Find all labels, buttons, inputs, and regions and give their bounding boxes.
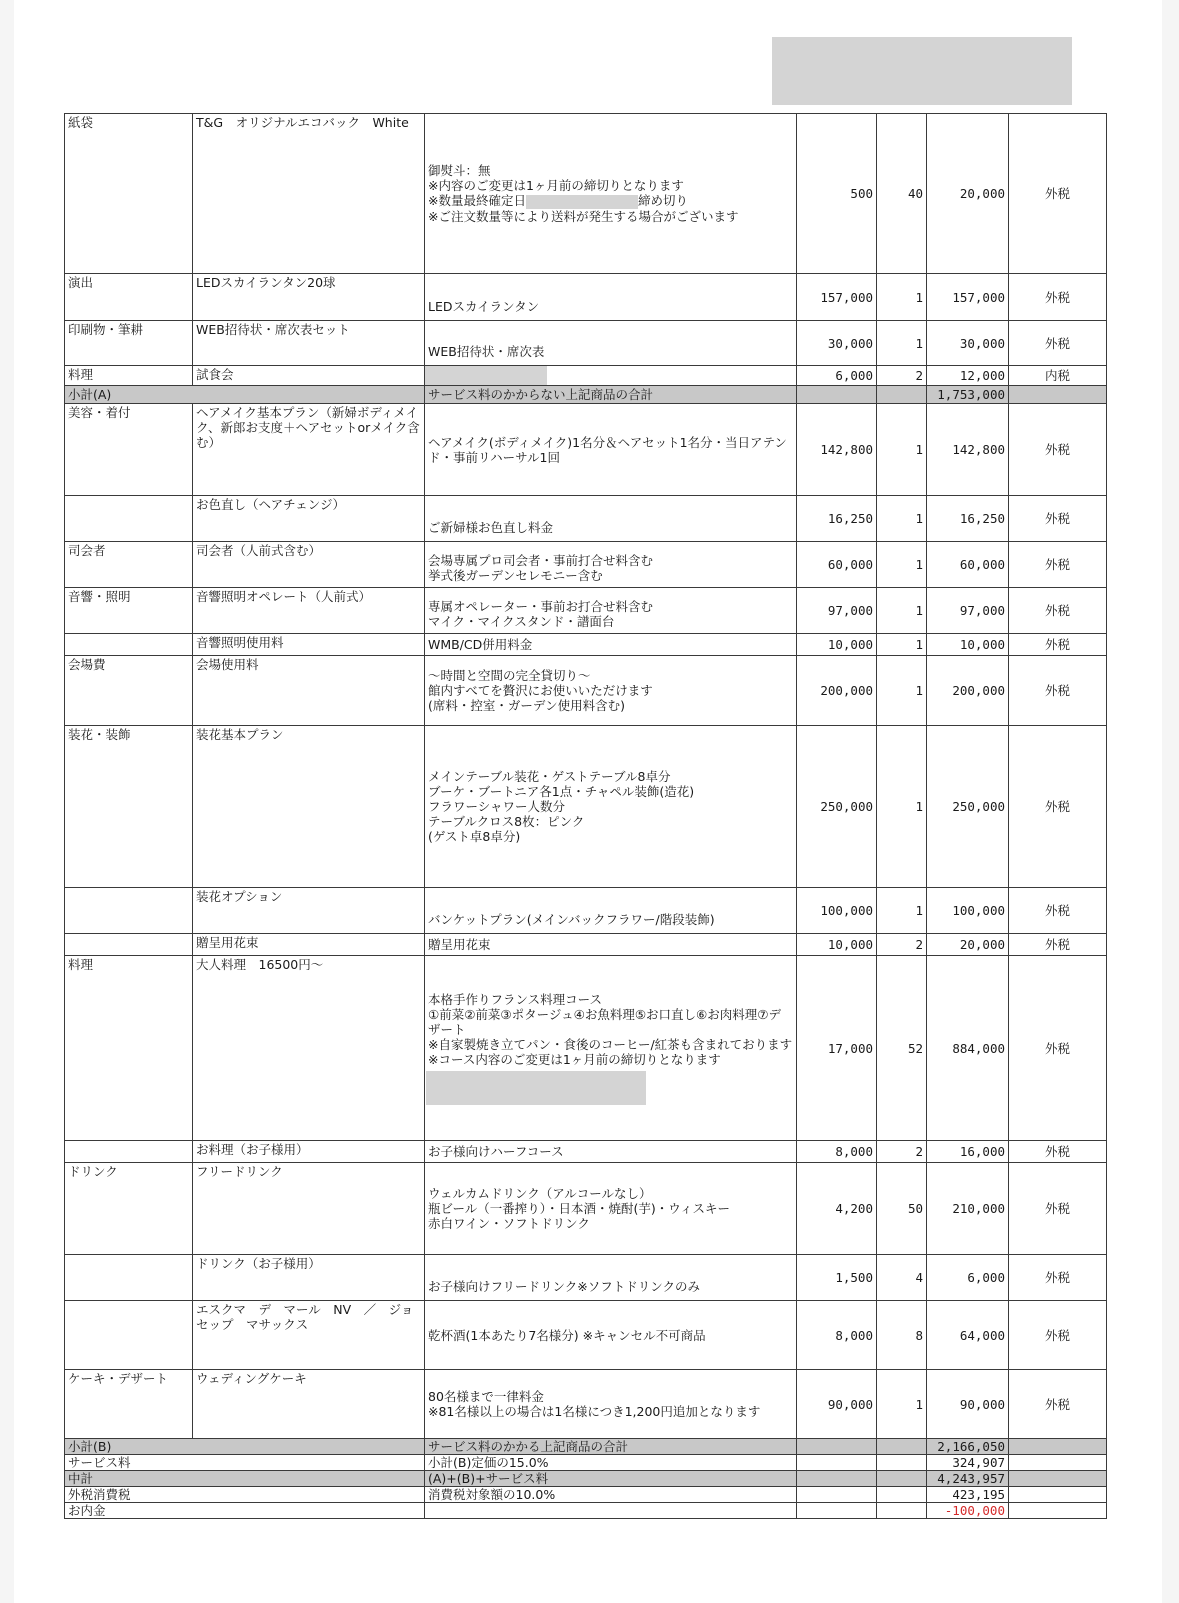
description-cell: ～時間と空間の完全貸切り～ 館内すべてを贅沢にお使いいただけます (席料・控室・ガーデン使用料含む) (425, 656, 797, 726)
amount-cell: 6,000 (927, 1255, 1009, 1301)
quantity-cell: 40 (877, 114, 927, 274)
description-cell: お子様向けハーフコース (425, 1141, 797, 1163)
category-cell: 演出 (65, 274, 193, 321)
tax-type-cell: 外税 (1009, 321, 1107, 366)
quantity-cell: 1 (877, 404, 927, 496)
table-row (65, 1370, 1107, 1439)
subtotal-description: サービス料のかからない上記商品の合計 (425, 386, 797, 404)
amount-cell: 10,000 (927, 634, 1009, 656)
description-cell: バンケットプラン(メインバックフラワー/階段装飾) (425, 888, 797, 934)
amount-cell: 20,000 (927, 114, 1009, 274)
quantity-cell: 1 (877, 588, 927, 634)
item-cell: ヘアメイク基本プラン（新婦ボディメイク、新郎お支度＋ヘアセットorメイク含む） (193, 404, 425, 496)
quantity-cell: 8 (877, 1301, 927, 1370)
unit-price-cell: 97,000 (797, 588, 877, 634)
item-cell: ドリンク（お子様用） (193, 1255, 425, 1301)
item-cell: 大人料理 16500円～ (193, 956, 425, 1141)
quantity-cell: 1 (877, 496, 927, 542)
tax-type-cell: 外税 (1009, 1301, 1107, 1370)
category-cell (65, 1141, 193, 1163)
category-cell: 印刷物・筆耕 (65, 321, 193, 366)
unit-price-cell: 90,000 (797, 1370, 877, 1439)
amount-cell: 60,000 (927, 542, 1009, 588)
summary-description: 小計(B)定価の15.0% (425, 1455, 797, 1471)
table-row (65, 496, 1107, 542)
amount-cell: 142,800 (927, 404, 1009, 496)
amount-cell: 97,000 (927, 588, 1009, 634)
quantity-cell: 2 (877, 1141, 927, 1163)
table-row (65, 542, 1107, 588)
deposit-amount: -100,000 (927, 1503, 1009, 1519)
summary-row (65, 1487, 1107, 1503)
category-cell: 装花・装飾 (65, 726, 193, 888)
tax-type-cell: 外税 (1009, 542, 1107, 588)
quantity-cell: 1 (877, 321, 927, 366)
category-cell: 美容・着付 (65, 404, 193, 496)
description-cell: WMB/CD併用料金 (425, 634, 797, 656)
quantity-cell: 1 (877, 634, 927, 656)
tax-type-cell: 外税 (1009, 656, 1107, 726)
unit-price-cell: 30,000 (797, 321, 877, 366)
description-cell: ヘアメイク(ボディメイク)1名分＆ヘアセット1名分・当日アテンド・事前リハーサル1回 (425, 404, 797, 496)
description-line: ※内容のご変更は1ヶ月前の締切りとなります (428, 178, 684, 194)
table-row (65, 726, 1107, 888)
empty-cell (877, 1503, 927, 1519)
tax-type-cell: 外税 (1009, 1370, 1107, 1439)
empty-cell (877, 386, 927, 404)
unit-price-cell: 250,000 (797, 726, 877, 888)
quantity-cell: 1 (877, 274, 927, 321)
description-cell: ウェルカムドリンク（アルコールなし） 瓶ビール（一番搾り）・日本酒・焼酎(芋)・ウィスキー 赤白ワイン・ソフトドリンク (425, 1163, 797, 1255)
summary-description: 消費税対象額の10.0% (425, 1487, 797, 1503)
unit-price-cell: 200,000 (797, 656, 877, 726)
description-cell (425, 366, 797, 386)
item-cell: お色直し（ヘアチェンジ） (193, 496, 425, 542)
empty-cell (877, 1455, 927, 1471)
amount-cell: 884,000 (927, 956, 1009, 1141)
empty-cell (1009, 1471, 1107, 1487)
unit-price-cell: 4,200 (797, 1163, 877, 1255)
unit-price-cell: 1,500 (797, 1255, 877, 1301)
summary-label: 中計 (65, 1471, 425, 1487)
description-cell (425, 114, 797, 274)
unit-price-cell: 500 (797, 114, 877, 274)
table-row (65, 934, 1107, 956)
quantity-cell: 1 (877, 726, 927, 888)
category-cell: ドリンク (65, 1163, 193, 1255)
summary-label: 小計(B) (65, 1439, 425, 1455)
item-cell: 装花基本プラン (193, 726, 425, 888)
item-cell: 司会者（人前式含む） (193, 542, 425, 588)
amount-cell: 157,000 (927, 274, 1009, 321)
description-cell: 専属オペレーター・事前お打合せ料含む マイク・マイクスタンド・譜面台 (425, 588, 797, 634)
table-row (65, 956, 1107, 1141)
unit-price-cell: 10,000 (797, 934, 877, 956)
estimate-table (64, 113, 1107, 1519)
summary-amount: 423,195 (927, 1487, 1009, 1503)
table-row (65, 404, 1107, 496)
table-row (65, 366, 1107, 386)
tax-type-cell: 外税 (1009, 1141, 1107, 1163)
quantity-cell: 1 (877, 542, 927, 588)
quantity-cell: 2 (877, 934, 927, 956)
description-cell: 80名様まで一律料金 ※81名様以上の場合は1名様につき1,200円追加となります (425, 1370, 797, 1439)
item-cell: 贈呈用花束 (193, 934, 425, 956)
subtotal-row (65, 386, 1107, 404)
description-cell: お子様向けフリードリンク※ソフトドリンクのみ (425, 1255, 797, 1301)
unit-price-cell: 100,000 (797, 888, 877, 934)
empty-cell (797, 1455, 877, 1471)
empty-cell (877, 1471, 927, 1487)
amount-cell: 210,000 (927, 1163, 1009, 1255)
amount-cell: 16,250 (927, 496, 1009, 542)
category-cell: 紙袋 (65, 114, 193, 274)
category-cell (65, 496, 193, 542)
summary-description (425, 1503, 797, 1519)
table-row (65, 634, 1107, 656)
description-cell: WEB招待状・席次表 (425, 321, 797, 366)
table-row (65, 321, 1107, 366)
quantity-cell: 1 (877, 656, 927, 726)
empty-cell (877, 1487, 927, 1503)
quantity-cell: 4 (877, 1255, 927, 1301)
subtotal-amount: 1,753,000 (927, 386, 1009, 404)
redacted-description (425, 366, 548, 386)
tax-type-cell: 外税 (1009, 588, 1107, 634)
tax-type-cell: 外税 (1009, 114, 1107, 274)
table-row (65, 114, 1107, 274)
description-cell: 会場専属プロ司会者・事前打合せ料含む 挙式後ガーデンセレモニー含む (425, 542, 797, 588)
tax-type-cell: 内税 (1009, 366, 1107, 386)
item-cell: 装花オプション (193, 888, 425, 934)
summary-row (65, 1503, 1107, 1519)
item-cell: T&G オリジナルエコバック White (193, 114, 425, 274)
unit-price-cell: 8,000 (797, 1301, 877, 1370)
summary-row (65, 1471, 1107, 1487)
amount-cell: 64,000 (927, 1301, 1009, 1370)
table-row (65, 656, 1107, 726)
unit-price-cell: 8,000 (797, 1141, 877, 1163)
empty-cell (797, 386, 877, 404)
description-cell (425, 956, 797, 1141)
amount-cell: 100,000 (927, 888, 1009, 934)
amount-cell: 250,000 (927, 726, 1009, 888)
description-cell: LEDスカイランタン (425, 274, 797, 321)
summary-amount: 324,907 (927, 1455, 1009, 1471)
tax-type-cell: 外税 (1009, 934, 1107, 956)
summary-label: お内金 (65, 1503, 425, 1519)
amount-cell: 200,000 (927, 656, 1009, 726)
empty-cell (797, 1487, 877, 1503)
unit-price-cell: 60,000 (797, 542, 877, 588)
table-row (65, 274, 1107, 321)
redacted-date (526, 195, 638, 209)
description-cell: 乾杯酒(1本あたり7名様分) ※キャンセル不可商品 (425, 1301, 797, 1370)
summary-description: (A)+(B)+サービス料 (425, 1471, 797, 1487)
quantity-cell: 1 (877, 888, 927, 934)
tax-type-cell: 外税 (1009, 496, 1107, 542)
summary-label: サービス料 (65, 1455, 425, 1471)
category-cell: ケーキ・デザート (65, 1370, 193, 1439)
tax-type-cell: 外税 (1009, 274, 1107, 321)
quantity-cell: 2 (877, 366, 927, 386)
description-line (428, 193, 793, 209)
table-row (65, 888, 1107, 934)
tax-type-cell: 外税 (1009, 726, 1107, 888)
summary-amount: 2,166,050 (927, 1439, 1009, 1455)
amount-cell: 16,000 (927, 1141, 1009, 1163)
summary-label: 外税消費税 (65, 1487, 425, 1503)
empty-cell (1009, 386, 1107, 404)
item-cell: エスクマ デ マール NV ／ ジョセップ マサックス (193, 1301, 425, 1370)
category-cell (65, 1301, 193, 1370)
category-cell: 料理 (65, 956, 193, 1141)
amount-cell: 12,000 (927, 366, 1009, 386)
tax-type-cell: 外税 (1009, 956, 1107, 1141)
empty-cell (1009, 1439, 1107, 1455)
empty-cell (797, 1471, 877, 1487)
category-cell (65, 1255, 193, 1301)
unit-price-cell: 16,250 (797, 496, 877, 542)
item-cell: ウェディングケーキ (193, 1370, 425, 1439)
subtotal-label: 小計(A) (65, 386, 425, 404)
redacted-note (426, 1071, 646, 1105)
tax-type-cell: 外税 (1009, 634, 1107, 656)
item-cell: 音響照明オペレート（人前式） (193, 588, 425, 634)
table-row (65, 1301, 1107, 1370)
category-cell: 料理 (65, 366, 193, 386)
category-cell (65, 888, 193, 934)
table-row (65, 1163, 1107, 1255)
unit-price-cell: 10,000 (797, 634, 877, 656)
tax-type-cell: 外税 (1009, 404, 1107, 496)
amount-cell: 30,000 (927, 321, 1009, 366)
quantity-cell: 1 (877, 1370, 927, 1439)
description-line-text: ※数量最終確定日 (428, 193, 526, 209)
item-cell: WEB招待状・席次表セット (193, 321, 425, 366)
empty-cell (877, 1439, 927, 1455)
unit-price-cell: 142,800 (797, 404, 877, 496)
unit-price-cell: 157,000 (797, 274, 877, 321)
redacted-header-block (772, 37, 1072, 105)
tax-type-cell: 外税 (1009, 1163, 1107, 1255)
amount-cell: 20,000 (927, 934, 1009, 956)
item-cell: 会場使用料 (193, 656, 425, 726)
description-cell: ご新婦様お色直し料金 (425, 496, 797, 542)
category-cell: 会場費 (65, 656, 193, 726)
unit-price-cell: 6,000 (797, 366, 877, 386)
category-cell (65, 934, 193, 956)
item-cell: フリードリンク (193, 1163, 425, 1255)
quantity-cell: 52 (877, 956, 927, 1141)
empty-cell (1009, 1503, 1107, 1519)
description-cell: 贈呈用花束 (425, 934, 797, 956)
description-line-text: 締め切り (637, 193, 688, 209)
amount-cell: 90,000 (927, 1370, 1009, 1439)
item-cell: LEDスカイランタン20球 (193, 274, 425, 321)
category-cell: 音響・照明 (65, 588, 193, 634)
tax-type-cell: 外税 (1009, 888, 1107, 934)
summary-row (65, 1455, 1107, 1471)
summary-row (65, 1439, 1107, 1455)
category-cell: 司会者 (65, 542, 193, 588)
empty-cell (1009, 1455, 1107, 1471)
table-row (65, 588, 1107, 634)
unit-price-cell: 17,000 (797, 956, 877, 1141)
item-cell: 音響照明使用料 (193, 634, 425, 656)
quantity-cell: 50 (877, 1163, 927, 1255)
table-row (65, 1255, 1107, 1301)
tax-type-cell: 外税 (1009, 1255, 1107, 1301)
description-line: 御熨斗：無 (428, 163, 491, 179)
description-line: ※ご注文数量等により送料が発生する場合がございます (428, 208, 739, 224)
empty-cell (1009, 1487, 1107, 1503)
item-cell: お料理（お子様用） (193, 1141, 425, 1163)
item-cell: 試食会 (193, 366, 425, 386)
empty-cell (797, 1439, 877, 1455)
category-cell (65, 634, 193, 656)
description-text: 本格手作りフランス料理コース ①前菜②前菜③ポタージュ④お魚料理⑤お口直し⑥お肉料理⑦デザート ※自家製焼き立てパン・食後のコーヒー/紅茶も含まれております ※コース内容のご変更は1ヶ月前の締切りとなります (428, 991, 793, 1067)
summary-amount: 4,243,957 (927, 1471, 1009, 1487)
summary-description: サービス料のかかる上記商品の合計 (425, 1439, 797, 1455)
empty-cell (797, 1503, 877, 1519)
table-row (65, 1141, 1107, 1163)
description-cell: メインテーブル装花・ゲストテーブル8卓分 ブーケ・ブートニア各1点・チャペル装飾(造花) フラワーシャワー人数分 テーブルクロス8枚：ピンク (ゲスト卓8卓分) (425, 726, 797, 888)
